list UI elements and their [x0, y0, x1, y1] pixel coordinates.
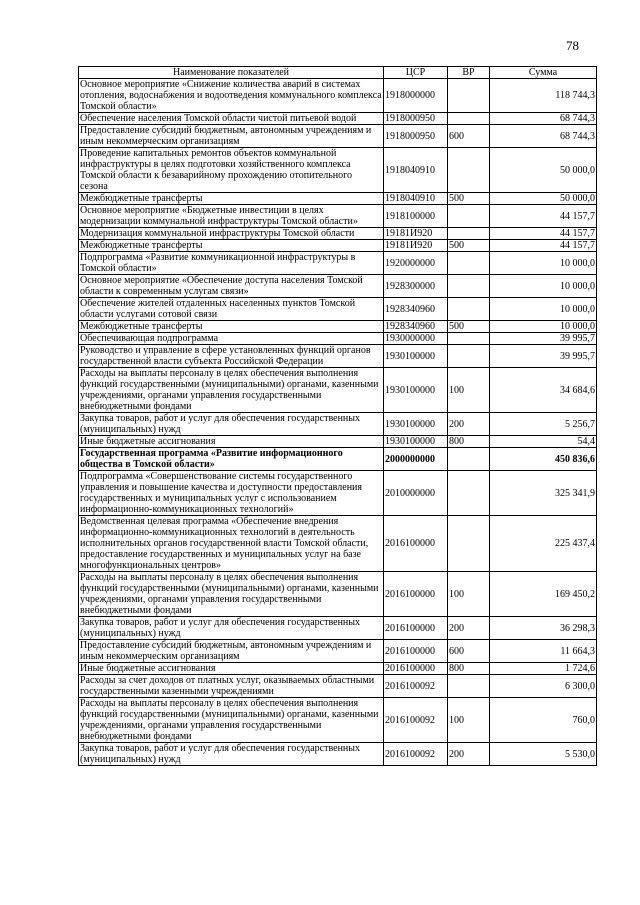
row-vr-cell: 800	[448, 663, 490, 675]
row-sum-cell: 6 300,0	[490, 675, 597, 698]
row-csr-cell: 2010000000	[384, 471, 448, 516]
row-sum-cell: 760,0	[490, 698, 597, 743]
row-name-cell: Закупка товаров, работ и услуг для обеспечения государственных (муниципальных) нужд	[79, 743, 384, 766]
row-vr-cell	[448, 228, 490, 240]
row-name-cell: Руководство и управление в сфере установленных функций органов государственной власти субъекта Российской Федерации	[79, 345, 384, 368]
row-vr-cell: 800	[448, 436, 490, 448]
row-sum-cell: 34 684,6	[490, 368, 597, 413]
row-sum-cell: 44 157,7	[490, 240, 597, 252]
row-csr-cell: 1928340960	[384, 321, 448, 333]
table-row	[79, 79, 597, 113]
row-sum-cell: 50 000,0	[490, 193, 597, 205]
row-csr-cell: 1930100000	[384, 368, 448, 413]
row-sum-cell: 54,4	[490, 436, 597, 448]
row-sum-cell: 10 000,0	[490, 252, 597, 275]
row-csr-cell: 2016100000	[384, 663, 448, 675]
row-vr-cell: 100	[448, 572, 490, 617]
column-header-vr: ВР	[448, 67, 490, 79]
table-row	[79, 516, 597, 572]
table-row	[79, 436, 597, 448]
row-sum-cell: 10 000,0	[490, 298, 597, 321]
row-sum-cell: 10 000,0	[490, 321, 597, 333]
row-csr-cell: 2016100000	[384, 572, 448, 617]
row-csr-cell: 1930100000	[384, 436, 448, 448]
row-sum-cell: 118 744,3	[490, 79, 597, 113]
row-csr-cell: 1918040910	[384, 193, 448, 205]
table-row	[79, 743, 597, 766]
row-name-cell: Расходы на выплаты персоналу в целях обеспечения выполнения функций государственными (муниципальными) органами, казенными учреждениями, органами управления государственными внебюджетными фондами	[79, 368, 384, 413]
row-csr-cell: 1928340960	[384, 298, 448, 321]
table-row	[79, 125, 597, 148]
row-name-cell: Обеспечение населения Томской области чистой питьевой водой	[79, 113, 384, 125]
row-vr-cell: 500	[448, 240, 490, 252]
column-header-sum: Сумма	[490, 67, 597, 79]
row-csr-cell: 1928300000	[384, 275, 448, 298]
row-vr-cell	[448, 448, 490, 471]
row-csr-cell: 2000000000	[384, 448, 448, 471]
row-vr-cell	[448, 275, 490, 298]
row-csr-cell: 1918100000	[384, 205, 448, 228]
table-row	[79, 368, 597, 413]
row-vr-cell	[448, 345, 490, 368]
row-sum-cell: 39 995,7	[490, 345, 597, 368]
row-sum-cell: 44 157,7	[490, 205, 597, 228]
table-row	[79, 321, 597, 333]
table-row	[79, 698, 597, 743]
row-vr-cell	[448, 79, 490, 113]
table-header-row	[79, 67, 597, 79]
table-row	[79, 448, 597, 471]
row-vr-cell: 100	[448, 698, 490, 743]
row-vr-cell	[448, 113, 490, 125]
row-name-cell: Подпрограмма «Совершенствование системы государственного управления и повышение качества и доступности предоставления государственных и муниципальных услуг с использованием информационно-коммуникационных технологий»	[79, 471, 384, 516]
row-name-cell: Межбюджетные трансферты	[79, 240, 384, 252]
row-name-cell: Расходы за счет доходов от платных услуг, оказываемых областными государственными казенными учреждениями	[79, 675, 384, 698]
row-name-cell: Обеспечение жителей отдаленных населенных пунктов Томской области услугами сотовой связи	[79, 298, 384, 321]
row-name-cell: Иные бюджетные ассигнования	[79, 436, 384, 448]
row-sum-cell: 68 744,3	[490, 113, 597, 125]
row-name-cell: Подпрограмма «Развитие коммуникационной инфраструктуры в Томской области»	[79, 252, 384, 275]
row-name-cell: Предоставление субсидий бюджетным, автономным учреждениям и иным некоммерческим организациям	[79, 125, 384, 148]
table-row	[79, 345, 597, 368]
row-sum-cell: 5 256,7	[490, 413, 597, 436]
row-csr-cell: 2016100000	[384, 617, 448, 640]
row-vr-cell	[448, 252, 490, 275]
row-name-cell: Межбюджетные трансферты	[79, 193, 384, 205]
row-vr-cell: 200	[448, 617, 490, 640]
row-sum-cell: 325 341,9	[490, 471, 597, 516]
row-vr-cell: 200	[448, 743, 490, 766]
table-row	[79, 572, 597, 617]
table-row	[79, 471, 597, 516]
row-sum-cell: 450 836,6	[490, 448, 597, 471]
row-vr-cell	[448, 471, 490, 516]
table-row	[79, 252, 597, 275]
row-csr-cell: 1918000950	[384, 125, 448, 148]
row-vr-cell: 500	[448, 321, 490, 333]
row-sum-cell: 11 664,3	[490, 640, 597, 663]
row-vr-cell	[448, 333, 490, 345]
table-row	[79, 617, 597, 640]
column-header-name: Наименование показателей	[79, 67, 384, 79]
row-name-cell: Государственная программа «Развитие информационного общества в Томской области»	[79, 448, 384, 471]
row-sum-cell: 225 437,4	[490, 516, 597, 572]
table-row	[79, 298, 597, 321]
row-name-cell: Основное мероприятие «Бюджетные инвестиции в целях модернизации коммунальной инфраструктуры Томской области»	[79, 205, 384, 228]
row-vr-cell	[448, 675, 490, 698]
table-row	[79, 148, 597, 193]
row-vr-cell: 200	[448, 413, 490, 436]
table-row	[79, 663, 597, 675]
row-vr-cell	[448, 516, 490, 572]
table-row	[79, 228, 597, 240]
row-name-cell: Основное мероприятие «Снижение количества аварий в системах отопления, водоснабжения и водоотведения коммунального комплекса Томской области»	[80, 79, 382, 112]
row-name-cell: Проведение капитальных ремонтов объектов коммунальной инфраструктуры в целях подготовки хозяйственного комплекса Томской области к безаварийному прохождению отопительного сезона	[79, 148, 384, 193]
row-sum-cell: 39 995,7	[490, 333, 597, 345]
row-sum-cell: 169 450,2	[490, 572, 597, 617]
row-sum-cell: 5 530,0	[490, 743, 597, 766]
row-csr-cell: 2016100092	[384, 743, 448, 766]
row-sum-cell: 10 000,0	[490, 275, 597, 298]
row-csr-cell: 19181И920	[384, 240, 448, 252]
row-name-cell: Межбюджетные трансферты	[79, 321, 384, 333]
table-row	[79, 675, 597, 698]
row-csr-cell: 2016100000	[384, 640, 448, 663]
row-sum-cell: 68 744,3	[490, 125, 597, 148]
row-name-cell: Основное мероприятие «Обеспечение доступа населения Томской области к современным услугам связи»	[79, 275, 384, 298]
table-row	[79, 205, 597, 228]
row-vr-cell: 600	[448, 125, 490, 148]
table-row	[79, 640, 597, 663]
row-vr-cell: 500	[448, 193, 490, 205]
row-name-cell: Расходы на выплаты персоналу в целях обеспечения выполнения функций государственными (муниципальными) органами, казенными учреждениями, органами управления государственными внебюджетными фондами	[79, 698, 384, 743]
budget-table	[78, 66, 597, 766]
row-name-cell: Закупка товаров, работ и услуг для обеспечения государственных (муниципальных) нужд	[79, 617, 384, 640]
table-row	[79, 113, 597, 125]
table-row	[79, 240, 597, 252]
row-sum-cell: 1 724,6	[490, 663, 597, 675]
table-body	[79, 79, 597, 766]
row-name-cell: Модернизация коммунальной инфраструктуры Томской области	[79, 228, 384, 240]
column-header-csr: ЦСР	[384, 67, 448, 79]
row-sum-cell: 50 000,0	[490, 148, 597, 193]
row-sum-cell: 44 157,7	[490, 228, 597, 240]
table-row	[79, 333, 597, 345]
row-vr-cell	[448, 298, 490, 321]
row-name-cell: Обеспечивающая подпрограмма	[79, 333, 384, 345]
row-csr-cell: 1920000000	[384, 252, 448, 275]
page-number: 78	[566, 38, 579, 53]
row-vr-cell	[448, 148, 490, 193]
row-csr-cell: 2016100092	[384, 675, 448, 698]
row-vr-cell: 100	[448, 368, 490, 413]
table-row	[79, 193, 597, 205]
row-name-cell: Ведомственная целевая программа «Обеспечение внедрения информационно-коммуникационных технологий в деятельность исполнительных органов государственной власти Томской области, предоставление государственных и муниципальных услуг на базе многофункциональных центров»	[79, 516, 384, 572]
row-csr-cell: 19181И920	[384, 228, 448, 240]
row-csr-cell: 1930100000	[384, 345, 448, 368]
row-vr-cell	[448, 205, 490, 228]
row-name-cell: Расходы на выплаты персоналу в целях обеспечения выполнения функций государственными (муниципальными) органами, казенными учреждениями, органами управления государственными внебюджетными фондами	[79, 572, 384, 617]
row-name-cell: Иные бюджетные ассигнования	[79, 663, 384, 675]
row-name-cell: Предоставление субсидий бюджетным, автономным учреждениям и иным некоммерческим организациям	[79, 640, 384, 663]
row-csr-cell: 1918040910	[384, 148, 448, 193]
row-name-cell: Закупка товаров, работ и услуг для обеспечения государственных (муниципальных) нужд	[79, 413, 384, 436]
row-csr-cell: 1930100000	[384, 413, 448, 436]
row-csr-cell: 2016100092	[384, 698, 448, 743]
row-sum-cell: 36 298,3	[490, 617, 597, 640]
row-csr-cell: 1918000000	[384, 79, 448, 113]
row-csr-cell: 1918000950	[384, 113, 448, 125]
row-vr-cell: 600	[448, 640, 490, 663]
row-csr-cell: 1930000000	[384, 333, 448, 345]
table-row	[79, 275, 597, 298]
row-csr-cell: 2016100000	[384, 516, 448, 572]
table-row	[79, 413, 597, 436]
